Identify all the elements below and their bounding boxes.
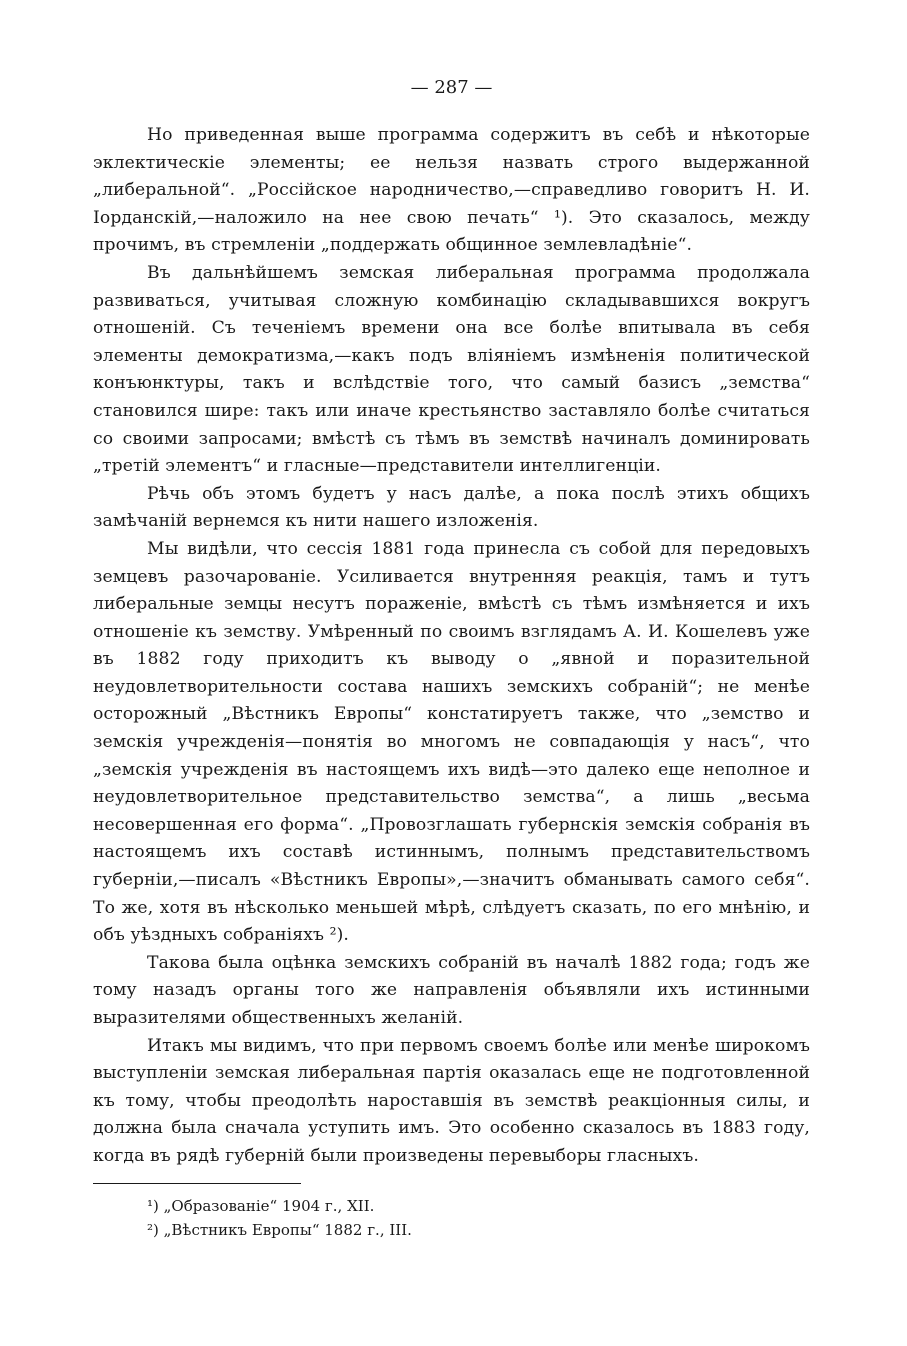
page-number: — 287 — bbox=[410, 77, 493, 98]
paragraph-5: Такова была оцѣнка земскихъ собраній въ началѣ 1882 года; годъ же тому назадъ органы того же направленія объявляли ихъ истинными выразителями общественныхъ желаній. bbox=[93, 952, 810, 1028]
footnote-divider bbox=[93, 1183, 301, 1184]
paragraph-4: Мы видѣли, что сессія 1881 года принесла съ собой для передовыхъ земцевъ разочарованіе. Усиливается внутренняя реакція, тамъ и тутъ либеральные земцы несутъ пораженіе, вмѣстѣ съ тѣмъ измѣняется и ихъ отношеніе къ земству. Умѣренный по своимъ взглядамъ А. И. Кошелевъ уже въ 1882 году приходитъ къ выводу о „явной и поразительной неудовлетворительности состава нашихъ земскихъ собраній“; не менѣе осторожный „Вѣстникъ Европы“ констатируетъ также, что „земство и земскія учрежденія—понятія во многомъ не совпадающія у насъ“, что „земскія учрежденія въ настоящемъ ихъ видѣ—это далеко еще неполное и неудовлетворительное представительство земства“, а лишь „весьма несовершенная его форма“. „Провозглашать губернскія земскія собранія въ настоящемъ ихъ составѣ истиннымъ, полнымъ представительствомъ губерніи,—писалъ «Вѣстникъ Европы»,—значитъ обманывать самого себя“. То же, хотя въ нѣсколько меньшей мѣрѣ, слѣдуетъ сказать, по его мнѣнію, и объ уѣздныхъ собраніяхъ ²). bbox=[93, 538, 810, 946]
footnote-2: ²) „Вѣстникъ Европы“ 1882 г., III. bbox=[147, 1220, 412, 1239]
paragraph-2: Въ дальнѣйшемъ земская либеральная программа продолжала развиваться, учитывая сложную комбинацію складывавшихся вокругъ отношеній. Съ теченіемъ времени она все болѣе впитывала въ себя элементы демократизма,—какъ подъ вліяніемъ измѣненія политической конъюнктуры, такъ и вслѣдствіе того, что самый базисъ „земства“ становился шире: такъ или иначе крестьянство заставляло болѣе считаться со своими запросами; вмѣстѣ съ тѣмъ въ земствѣ начиналъ доминировать „третій элементъ“ и гласные—представители интеллигенціи. bbox=[93, 262, 810, 477]
paragraph-1: Но приведенная выше программа содержитъ въ себѣ и нѣкоторые эклектическіе элементы; ее нельзя назвать строго выдержанной „либеральной“. „Россійское народничество,—справедливо говоритъ Н. И. Іорданскій,—наложило на нее свою печать“ ¹). Это сказалось, между прочимъ, въ стремленіи „поддержать общинное землевладѣніе“. bbox=[93, 125, 810, 256]
document-page bbox=[93, 76, 810, 1242]
paragraph-6: Итакъ мы видимъ, что при первомъ своемъ болѣе или менѣе широкомъ выступленіи земская либеральная партія оказалась еще не подготовленной къ тому, чтобы преодолѣть нароставшія въ земствѣ реакціонныя силы, и должна была сначала уступить имъ. Это особенно сказалось въ 1883 году, когда въ рядѣ губерній были произведены перевыборы гласныхъ. bbox=[93, 1035, 810, 1166]
paragraph-3: Рѣчь объ этомъ будетъ у насъ далѣе, а пока послѣ этихъ общихъ замѣчаній вернемся къ нити нашего изложенія. bbox=[93, 483, 810, 532]
footnote-1: ¹) „Образованіе“ 1904 г., XII. bbox=[147, 1196, 375, 1215]
